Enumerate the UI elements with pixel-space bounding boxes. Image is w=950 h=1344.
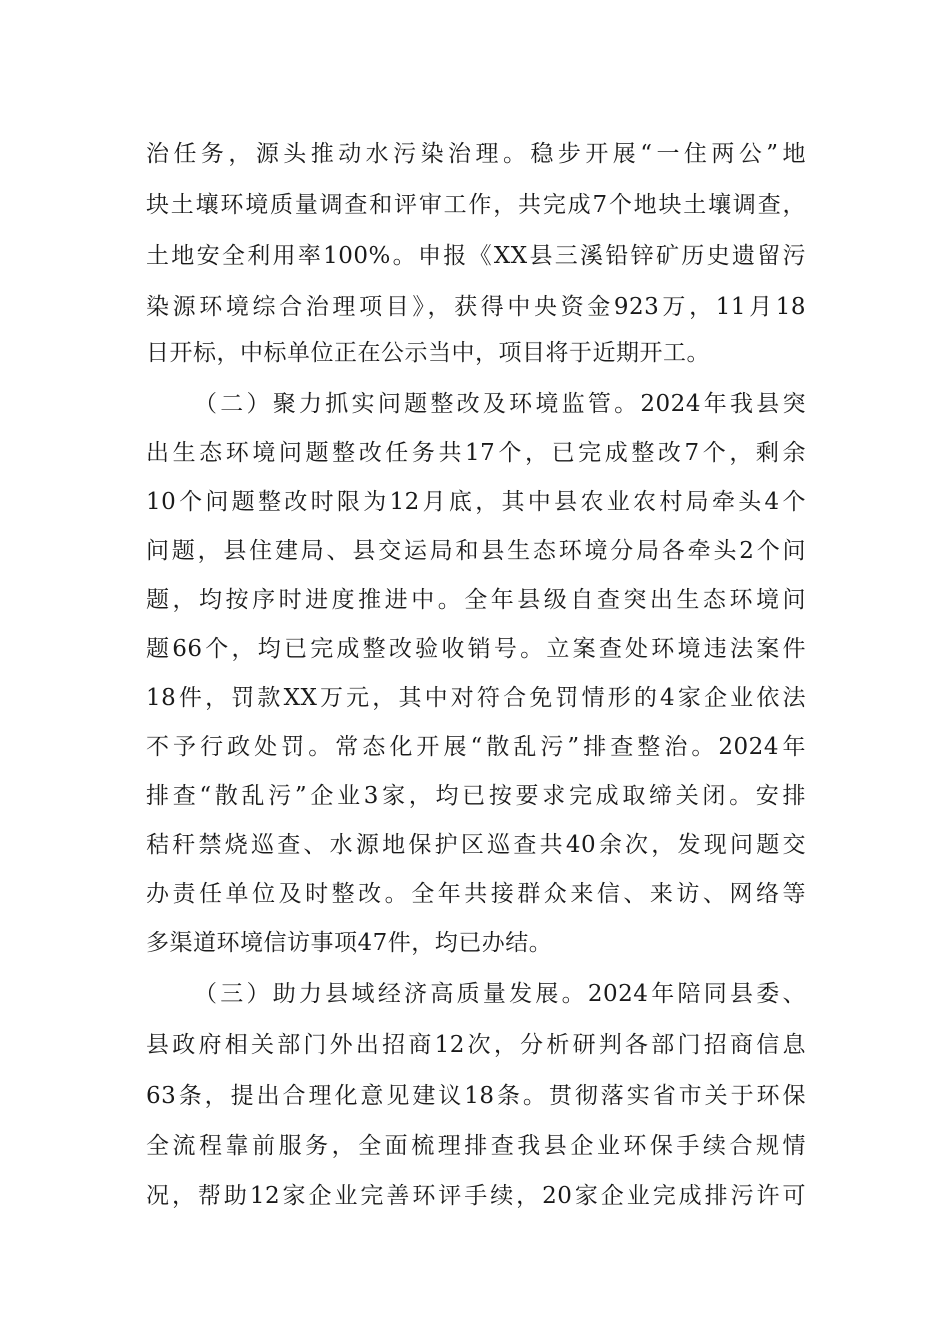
section-heading-line: （三）助力县域经济高质量发展。2024年陪同县委、 — [194, 981, 806, 1007]
body-text-line: 题，均按序时进度推进中。全年县级自查突出生态环境问 — [146, 587, 806, 613]
body-text-line: 况，帮助12家企业完善环评手续，20家企业完成排污许可 — [146, 1183, 806, 1209]
body-text-line: 排查“散乱污”企业3家，均已按要求完成取缔关闭。安排 — [146, 783, 806, 809]
body-text-line: 问题，县住建局、县交运局和县生态环境分局各牵头2个问 — [146, 538, 806, 564]
body-text-line: 染源环境综合治理项目》，获得中央资金923万，11月18 — [146, 294, 806, 320]
body-text-line: 18件，罚款XX万元，其中对符合免罚情形的4家企业依法 — [146, 685, 806, 711]
body-text-line: 日开标，中标单位正在公示当中，项目将于近期开工。 — [146, 340, 710, 366]
body-text-line: 办责任单位及时整改。全年共接群众来信、来访、网络等 — [146, 881, 806, 907]
body-text-line: 块土壤环境质量调查和评审工作，共完成7个地块土壤调查， — [146, 192, 806, 218]
body-text-line: 63条，提出合理化意见建议18条。贯彻落实省市关于环保 — [146, 1083, 806, 1109]
body-text-line: 多渠道环境信访事项47件，均已办结。 — [146, 930, 553, 956]
body-text-line: 县政府相关部门外出招商12次，分析研判各部门招商信息 — [146, 1032, 806, 1058]
body-text-line: 治任务，源头推动水污染治理。稳步开展“一住两公”地 — [146, 141, 806, 167]
body-text-line: 全流程靠前服务，全面梳理排查我县企业环保手续合规情 — [146, 1133, 806, 1159]
body-text-line: 土地安全利用率100%。申报《XX县三溪铅锌矿历史遗留污 — [146, 243, 806, 269]
body-text-line: 出生态环境问题整改任务共17个，已完成整改7个，剩余 — [146, 440, 806, 466]
body-text-line: 秸秆禁烧巡查、水源地保护区巡查共40余次，发现问题交 — [146, 832, 806, 858]
body-text-line: 10个问题整改时限为12月底，其中县农业农村局牵头4个 — [146, 489, 806, 515]
body-text-line: 不予行政处罚。常态化开展“散乱污”排查整治。2024年 — [146, 734, 806, 760]
body-text-line: 题66个，均已完成整改验收销号。立案查处环境违法案件 — [146, 636, 806, 662]
section-heading-line: （二）聚力抓实问题整改及环境监管。2024年我县突 — [194, 391, 806, 417]
